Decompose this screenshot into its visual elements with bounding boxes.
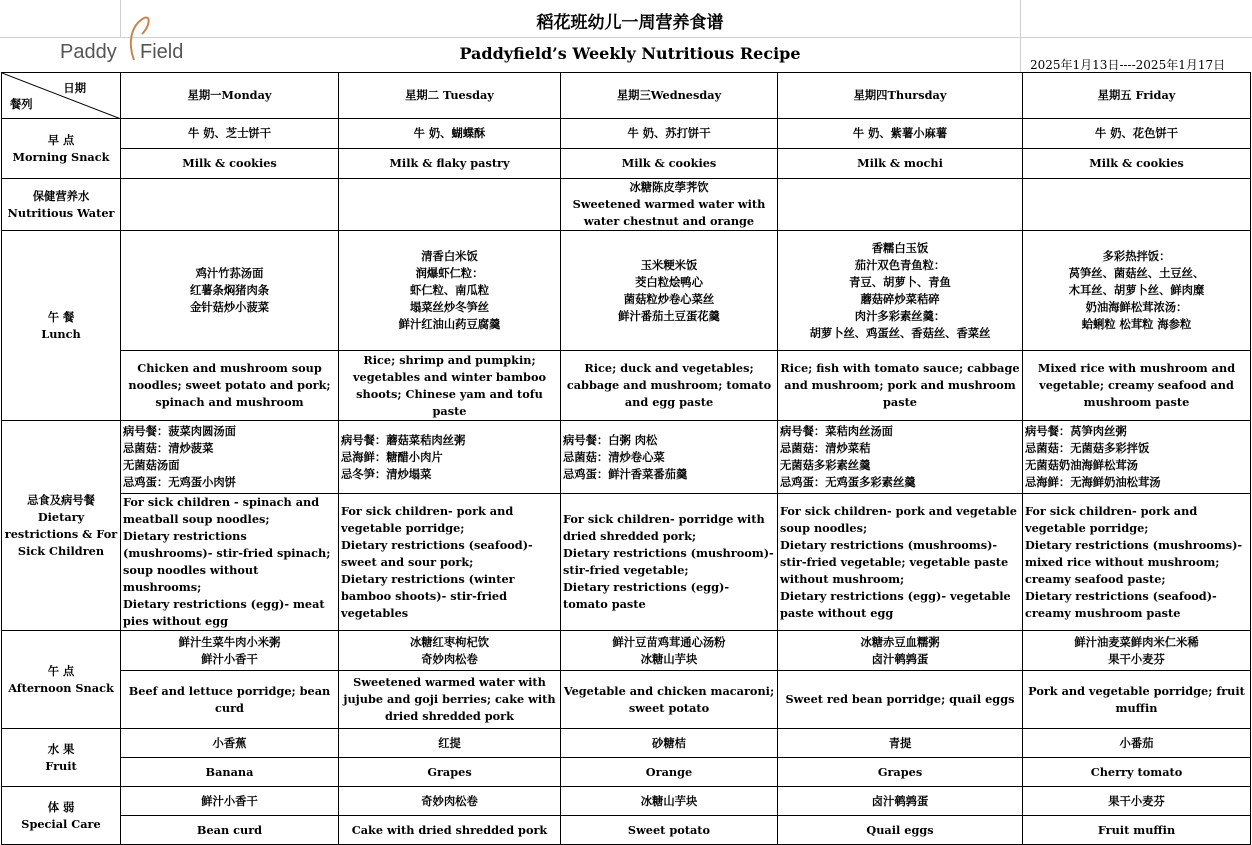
special-zh-tue: 奇妙肉松卷 [339, 787, 561, 816]
afternoon-en-mon: Beef and lettuce porridge; bean curd [121, 671, 339, 729]
day-header-monday: 星期一Monday [121, 73, 339, 119]
row-label-morning-snack: 早 点 Morning Snack [2, 119, 121, 179]
table-row [2, 758, 1251, 787]
morning-snack-zh-mon: 牛 奶、芝士饼干 [121, 119, 339, 149]
fruit-zh-wed: 砂糖桔 [561, 729, 778, 758]
logo-text-left: Paddy [60, 41, 117, 63]
logo-text-right: Field [140, 41, 184, 63]
page-title-en: Paddyfield’s Weekly Nutritious Recipe [459, 44, 801, 63]
lunch-en-thu: Rice; fish with tomato sauce; cabbage and mushroom; pork and mushroom paste [778, 351, 1023, 421]
table-row [2, 787, 1251, 816]
date-range: 2025年1月13日----2025年1月17日 [1030, 58, 1226, 72]
table-row [2, 149, 1251, 179]
table-row [2, 631, 1251, 671]
corner-meal-label: 餐列 [10, 97, 33, 111]
lunch-en-fri: Mixed rice with mushroom and vegetable; creamy seafood and mushroom paste [1023, 351, 1251, 421]
diet-en-wed: For sick children- porridge with dried shredded pork; Dietary restrictions (mushroom)- stir-fried vegetable; Dietary restrictions (egg)- tomato paste [561, 494, 778, 631]
fruit-en-fri: Cherry tomato [1023, 758, 1251, 787]
table-row [2, 494, 1251, 631]
water-wed: 冰糖陈皮荸荠饮 Sweetened warmed water with water chestnut and orange [561, 179, 778, 231]
special-zh-wed: 冰糖山芋块 [561, 787, 778, 816]
row-label-diet: 忌食及病号餐 Dietary restrictions & For Sick Children [2, 421, 121, 631]
water-thu [778, 179, 1023, 231]
day-header-thursday: 星期四Thursday [778, 73, 1023, 119]
page-title-zh: 稻花班幼儿一周营养食谱 [536, 13, 724, 33]
lunch-en-mon: Chicken and mushroom soup noodles; sweet potato and pork; spinach and mushroom [121, 351, 339, 421]
special-en-mon: Bean curd [121, 816, 339, 845]
afternoon-zh-wed: 鲜汁豆苗鸡茸通心汤粉 冰糖山芋块 [561, 631, 778, 671]
special-zh-mon: 鲜汁小香干 [121, 787, 339, 816]
morning-snack-en-wed: Milk & cookies [561, 149, 778, 179]
fruit-zh-thu: 青提 [778, 729, 1023, 758]
table-row [2, 119, 1251, 149]
morning-snack-en-thu: Milk & mochi [778, 149, 1023, 179]
days-row [2, 73, 1251, 119]
fruit-zh-mon: 小香蕉 [121, 729, 339, 758]
afternoon-en-tue: Sweetened warmed water with jujube and goji berries; cake with dried shredded pork [339, 671, 561, 729]
corner-cell [2, 73, 121, 119]
afternoon-zh-thu: 冰糖赤豆血糯粥 卤汁鹌鹑蛋 [778, 631, 1023, 671]
row-label-fruit: 水 果 Fruit [2, 729, 121, 787]
special-zh-thu: 卤汁鹌鹑蛋 [778, 787, 1023, 816]
fruit-en-thu: Grapes [778, 758, 1023, 787]
day-header-friday: 星期五 Friday [1023, 73, 1251, 119]
special-en-wed: Sweet potato [561, 816, 778, 845]
lunch-zh-mon: 鸡汁竹荪汤面 红薯条焖猪肉条 金针菇炒小菠菜 [121, 231, 339, 351]
row-label-lunch: 午 餐 Lunch [2, 231, 121, 421]
afternoon-en-fri: Pork and vegetable porridge; fruit muffin [1023, 671, 1251, 729]
diet-zh-wed: 病号餐：白粥 肉松 忌菌菇：清炒卷心菜 忌鸡蛋：鲜汁香菜番茄羹 [561, 421, 778, 494]
table-row [2, 351, 1251, 421]
table-row [2, 816, 1251, 845]
diet-zh-fri: 病号餐：莴笋肉丝粥 忌菌菇：无菌菇多彩拌饭 无菌菇奶油海鲜松茸汤 忌海鲜：无海鲜奶油松茸汤 [1023, 421, 1251, 494]
diet-en-mon: For sick children - spinach and meatball soup noodles; Dietary restrictions (mushrooms)- stir-fried spinach; soup noodles without mushrooms; Dietary restrictions (egg)- meat pies without egg [121, 494, 339, 631]
menu-table [1, 72, 1251, 845]
lunch-zh-tue: 清香白米饭 润爆虾仁粒： 虾仁粒、南瓜粒 塌菜丝炒冬笋丝 鲜汁红油山药豆腐羹 [339, 231, 561, 351]
lunch-zh-fri: 多彩热拌饭： 莴笋丝、菌菇丝、土豆丝、 木耳丝、胡萝卜丝、鲜肉糜 奶油海鲜松茸浓汤： 蛤蜊粒 松茸粒 海参粒 [1023, 231, 1251, 351]
table-row [2, 179, 1251, 231]
water-mon [121, 179, 339, 231]
fruit-en-wed: Orange [561, 758, 778, 787]
table-row [2, 231, 1251, 351]
paddyfield-logo [58, 14, 188, 64]
special-en-thu: Quail eggs [778, 816, 1023, 845]
morning-snack-zh-fri: 牛 奶、花色饼干 [1023, 119, 1251, 149]
lunch-zh-thu: 香糯白玉饭 茄汁双色青鱼粒： 青豆、胡萝卜、青鱼 蘑菇碎炒菜秸碎 肉汁多彩素丝羹： 胡萝卜丝、鸡蛋丝、香菇丝、香菜丝 [778, 231, 1023, 351]
fruit-en-mon: Banana [121, 758, 339, 787]
day-header-tuesday: 星期二 Tuesday [339, 73, 561, 119]
lunch-en-wed: Rice; duck and vegetables; cabbage and mushroom; tomato and egg paste [561, 351, 778, 421]
morning-snack-en-mon: Milk & cookies [121, 149, 339, 179]
row-label-water: 保健营养水 Nutritious Water [2, 179, 121, 231]
diet-en-thu: For sick children- pork and vegetable soup noodles; Dietary restrictions (mushrooms)-stir-fried vegetable; vegetable paste without mushroom; Dietary restrictions (egg)- vegetable paste without egg [778, 494, 1023, 631]
afternoon-en-wed: Vegetable and chicken macaroni; sweet potato [561, 671, 778, 729]
afternoon-zh-tue: 冰糖红枣枸杞饮 奇妙肉松卷 [339, 631, 561, 671]
afternoon-zh-mon: 鲜汁生菜牛肉小米粥 鲜汁小香干 [121, 631, 339, 671]
fruit-en-tue: Grapes [339, 758, 561, 787]
water-fri [1023, 179, 1251, 231]
morning-snack-en-tue: Milk & flaky pastry [339, 149, 561, 179]
day-header-wednesday: 星期三Wednesday [561, 73, 778, 119]
row-label-afternoon-snack: 午 点 Afternoon Snack [2, 631, 121, 729]
special-en-tue: Cake with dried shredded pork [339, 816, 561, 845]
table-row [2, 729, 1251, 758]
diet-zh-tue: 病号餐：蘑菇菜秸肉丝粥 忌海鲜：糖醋小肉片 忌冬笋：清炒塌菜 [339, 421, 561, 494]
table-row [2, 671, 1251, 729]
fruit-zh-tue: 红提 [339, 729, 561, 758]
fruit-zh-fri: 小番茄 [1023, 729, 1251, 758]
row-label-special-care: 体 弱 Special Care [2, 787, 121, 845]
lunch-en-tue: Rice; shrimp and pumpkin; vegetables and winter bamboo shoots; Chinese yam and tofu paste [339, 351, 561, 421]
morning-snack-zh-tue: 牛 奶、蝴蝶酥 [339, 119, 561, 149]
special-en-fri: Fruit muffin [1023, 816, 1251, 845]
diet-zh-mon: 病号餐：菠菜肉圆汤面 忌菌菇：清炒菠菜 无菌菇汤面 忌鸡蛋：无鸡蛋小肉饼 [121, 421, 339, 494]
water-tue [339, 179, 561, 231]
morning-snack-en-fri: Milk & cookies [1023, 149, 1251, 179]
diet-zh-thu: 病号餐：菜秸肉丝汤面 忌菌菇：清炒菜秸 无菌菇多彩素丝羹 忌鸡蛋：无鸡蛋多彩素丝羹 [778, 421, 1023, 494]
afternoon-zh-fri: 鲜汁油麦菜鲜肉米仁米稀 果干小麦芬 [1023, 631, 1251, 671]
morning-snack-zh-thu: 牛 奶、紫薯小麻薯 [778, 119, 1023, 149]
corner-date-label: 日期 [63, 81, 86, 95]
morning-snack-zh-wed: 牛 奶、苏打饼干 [561, 119, 778, 149]
diet-en-fri: For sick children- pork and vegetable porridge; Dietary restrictions (mushrooms)- mixed rice without mushroom; creamy seafood paste; Dietary restrictions (seafood)- creamy mushroom paste [1023, 494, 1251, 631]
afternoon-en-thu: Sweet red bean porridge; quail eggs [778, 671, 1023, 729]
lunch-zh-wed: 玉米粳米饭 茭白粒烩鸭心 菌菇粒炒卷心菜丝 鲜汁番茄土豆蛋花羹 [561, 231, 778, 351]
special-zh-fri: 果干小麦芬 [1023, 787, 1251, 816]
diet-en-tue: For sick children- pork and vegetable porridge; Dietary restrictions (seafood)- sweet and sour pork; Dietary restrictions (winter bamboo shoots)- stir-fried vegetables [339, 494, 561, 631]
table-row [2, 421, 1251, 494]
